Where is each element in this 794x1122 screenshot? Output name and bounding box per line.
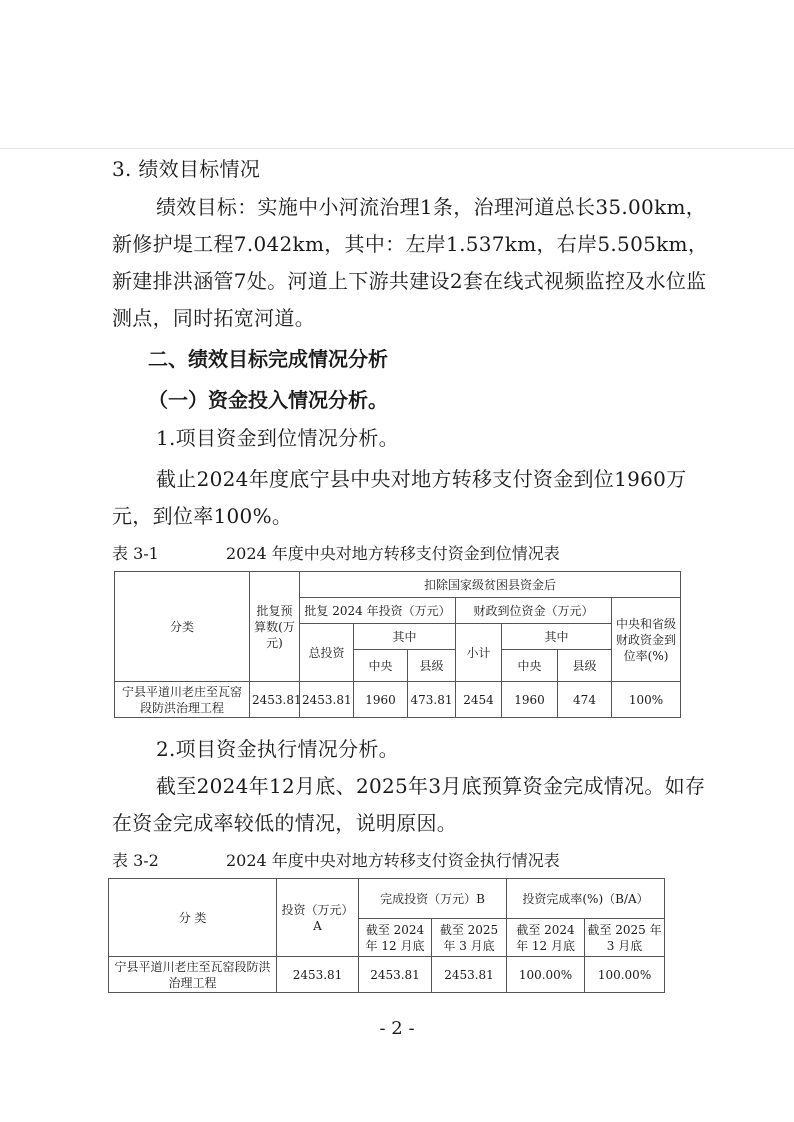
t2-row-done-2024: 2453.81 (359, 957, 432, 993)
t1-h-group: 扣除国家级贫困县资金后 (300, 572, 681, 598)
t1-h-finance: 财政到位资金（万元） (456, 598, 612, 624)
section3-paragraph: 绩效目标：实施中小河流治理1条，治理河道总长35.00km，新修护堤工程7.042km，其中：左岸1.537km，右岸5.505km，新建排洪涵管7处。河道上下游共建设2套在线式视频监控及水位监测点，同时拓宽河道。 (112, 195, 709, 330)
t1-h-central1: 中央 (354, 650, 408, 682)
t1-h-among2: 其中 (502, 624, 612, 650)
table-row (115, 682, 681, 718)
t1-row-name: 宁县平道川老庄至瓦窑段防洪治理工程 (115, 682, 250, 718)
part2-sub-heading: （一）资金投入情况分析。 (148, 388, 388, 412)
t1-row-rate: 100% (612, 682, 681, 718)
page-number: - 2 - (379, 1018, 415, 1039)
t1-h-among1: 其中 (354, 624, 456, 650)
t2-h-rate: 投资完成率(%)（B/A） (507, 879, 665, 919)
t1-row-central: 1960 (354, 682, 408, 718)
t1-row-subtotal: 2454 (456, 682, 502, 718)
t2-row-invest: 2453.81 (277, 957, 359, 993)
t2-h-r2: 截至 2025 年 3 月底 (585, 919, 665, 957)
t1-h-subtotal: 小计 (456, 624, 502, 682)
table2-funds-execution (108, 878, 665, 993)
t2-row-name: 宁县平道川老庄至瓦窑段防洪治理工程 (109, 957, 277, 993)
table2-caption (112, 848, 560, 871)
table-row (109, 957, 665, 993)
table2-caption-no: 表 3-2 (112, 851, 159, 870)
table1-caption-no: 表 3-1 (112, 544, 159, 563)
t1-h-total-invest: 总投资 (300, 624, 354, 682)
t1-row-fin-central: 1960 (502, 682, 558, 718)
t2-h-invest: 投资（万元）A (277, 879, 359, 957)
t2-h-d1: 截至 2024 年 12 月底 (359, 919, 432, 957)
item1-text: 截止2024年度底宁县中央对地方转移支付资金到位1960万元，到位率100%。 (112, 467, 687, 528)
t1-row-budget: 2453.81 (250, 682, 300, 718)
table2-caption-title: 2024 年度中央对地方转移支付资金执行情况表 (226, 851, 560, 870)
part2-heading: 二、绩效目标完成情况分析 (148, 347, 388, 371)
t1-h-category: 分类 (115, 572, 250, 682)
section3-heading: 3. 绩效目标情况 (112, 157, 261, 181)
t1-h-approved: 批复 2024 年投资（万元） (300, 598, 456, 624)
t2-row-rate-2024: 100.00% (507, 957, 585, 993)
table1-caption-title: 2024 年度中央对地方转移支付资金到位情况表 (226, 544, 560, 563)
item2-title: 2.项目资金执行情况分析。 (156, 737, 399, 761)
t1-row-county: 473.81 (408, 682, 456, 718)
t1-h-county2: 县级 (558, 650, 612, 682)
t2-h-done: 完成投资（万元）B (359, 879, 507, 919)
t1-row-total-invest: 2453.81 (300, 682, 354, 718)
item1-title: 1.项目资金到位情况分析。 (156, 426, 399, 450)
table1-funds-arrival (114, 571, 681, 718)
t1-h-central2: 中央 (502, 650, 558, 682)
t1-h-county1: 县级 (408, 650, 456, 682)
t1-h-budget: 批复预算数(万元) (250, 572, 300, 682)
scan-line (0, 148, 794, 149)
item2-text: 截至2024年12月底、2025年3月底预算资金完成情况。如存在资金完成率较低的情况，说明原因。 (112, 774, 706, 835)
table1-caption (112, 541, 560, 564)
t2-row-done-2025: 2453.81 (432, 957, 507, 993)
t2-h-category: 分 类 (109, 879, 277, 957)
t1-row-fin-county: 474 (558, 682, 612, 718)
t1-h-rate: 中央和省级财政资金到位率(%) (612, 598, 681, 682)
t2-h-d2: 截至 2025 年 3 月底 (432, 919, 507, 957)
t2-h-r1: 截至 2024 年 12 月底 (507, 919, 585, 957)
t2-row-rate-2025: 100.00% (585, 957, 665, 993)
